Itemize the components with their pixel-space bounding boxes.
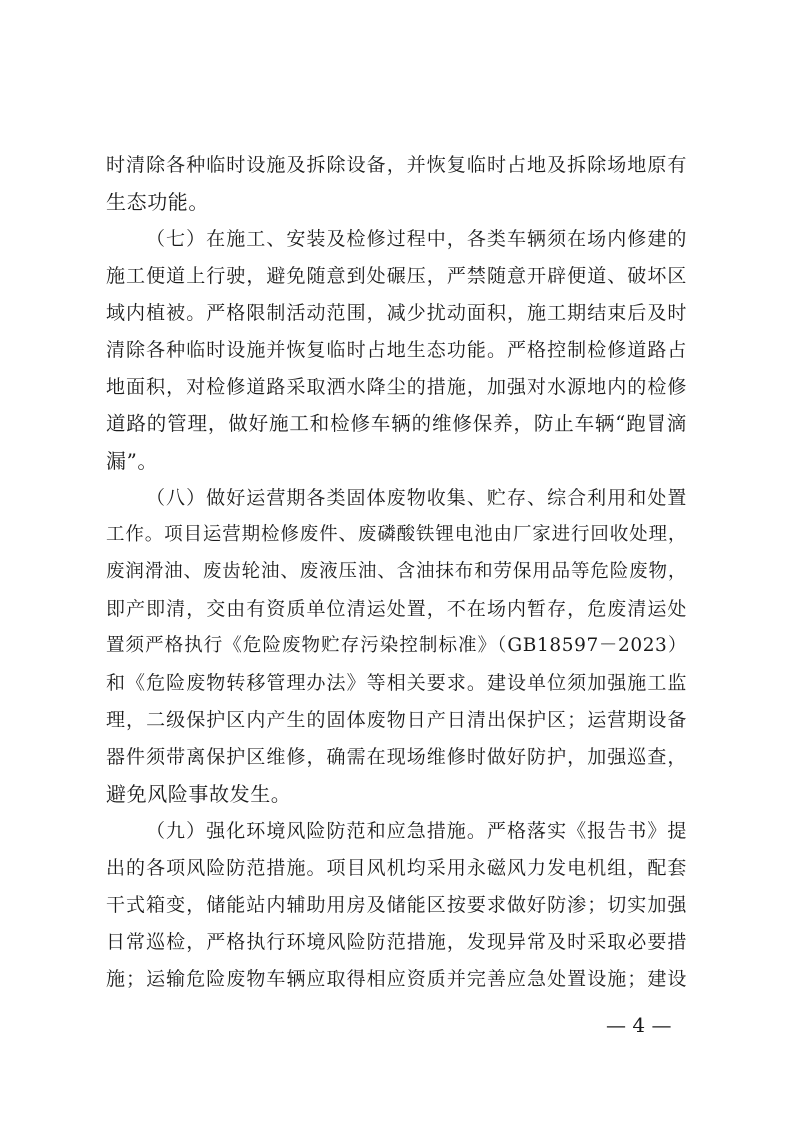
text-line: 器件须带离保护区维修，确需在现场维修时做好防护，加强巡查，	[106, 746, 687, 768]
text-line: 施工便道上行驶，避免随意到处碾压，严禁随意开辟便道、破坏区	[106, 265, 687, 287]
text-line: 日常巡检，严格执行环境风险防范措施，发现异常及时采取必要措	[106, 931, 687, 953]
text-line: 干式箱变，储能站内辅助用房及储能区按要求做好防渗；切实加强	[106, 894, 687, 916]
text-line: 清除各种临时设施并恢复临时占地生态功能。严格控制检修道路占	[106, 339, 687, 361]
text-line: （八）做好运营期各类固体废物收集、贮存、综合利用和处置	[146, 487, 687, 509]
text-line: 废润滑油、废齿轮油、废液压油、含油抹布和劳保用品等危险废物，	[106, 561, 687, 582]
text-line: 置须严格执行《危险废物贮存污染控制标准》（GB18597－2023）	[106, 635, 687, 656]
text-line: 时清除各种临时设施及拆除设备，并恢复临时占地及拆除场地原有	[106, 154, 687, 176]
text-line: 地面积，对检修道路采取洒水降尘的措施，加强对水源地内的检修	[106, 376, 687, 398]
text-line: 避免风险事故发生。	[106, 782, 292, 806]
text-line: 工作。项目运营期检修废件、废磷酸铁锂电池由厂家进行回收处理，	[106, 524, 687, 545]
text-line: 生态功能。	[106, 190, 209, 214]
page-number: — 4 —	[606, 1013, 672, 1037]
text-line: 道路的管理，做好施工和检修车辆的维修保养，防止车辆“跑冒滴	[106, 412, 687, 435]
text-line: 域内植被。严格限制活动范围，减少扰动面积，施工期结束后及时	[106, 302, 687, 324]
text-line: （七）在施工、安装及检修过程中，各类车辆须在场内修建的	[146, 228, 687, 250]
text-line: 施；运输危险废物车辆应取得相应资质并完善应急处置设施；建设	[106, 968, 687, 990]
text-line: 出的各项风险防范措施。项目风机均采用永磁风力发电机组，配套	[106, 857, 687, 879]
text-line: 漏”。	[106, 449, 159, 473]
text-line: 和《危险废物转移管理办法》等相关要求。建设单位须加强施工监	[106, 672, 687, 694]
text-line: 即产即清，交由有资质单位清运处置，不在场内暂存，危废清运处	[106, 598, 687, 620]
text-line: （九）强化环境风险防范和应急措施。严格落实《报告书》提	[146, 820, 687, 842]
text-line: 理，二级保护区内产生的固体废物日产日清出保护区；运营期设备	[106, 709, 687, 731]
